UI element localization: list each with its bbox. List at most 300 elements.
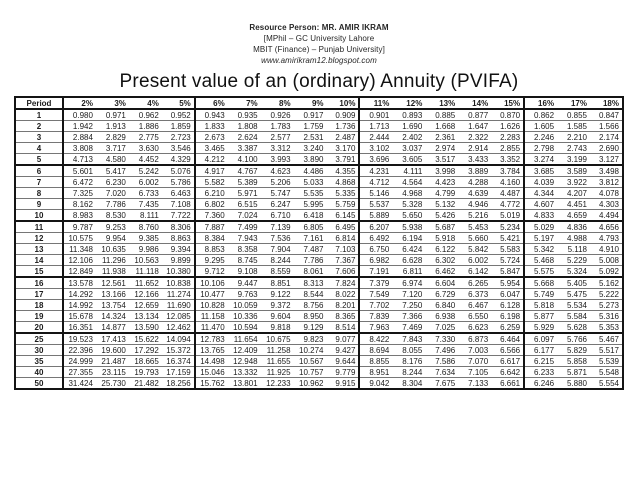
pvifa-value-cell: 9.129 <box>294 322 327 334</box>
pvifa-value-cell: 2.246 <box>524 132 557 143</box>
pvifa-value-cell: 0.877 <box>458 109 491 121</box>
pvifa-value-cell: 15.762 <box>195 378 228 390</box>
pvifa-value-cell: 11.258 <box>261 345 294 356</box>
pvifa-value-cell: 8.760 <box>129 221 162 233</box>
pvifa-value-cell: 5.829 <box>557 345 590 356</box>
pvifa-value-cell: 5.842 <box>458 244 491 255</box>
pvifa-value-cell: 5.342 <box>524 244 557 255</box>
pvifa-value-cell: 12.561 <box>96 277 129 289</box>
rate-column-header: 15% <box>491 97 524 109</box>
pvifa-value-cell: 5.076 <box>162 165 195 177</box>
pvifa-value-cell: 23.115 <box>96 367 129 378</box>
period-cell: 3 <box>15 132 63 143</box>
pvifa-value-cell: 5.818 <box>524 300 557 311</box>
pvifa-value-cell: 19.793 <box>129 367 162 378</box>
pvifa-value-cell: 9.644 <box>327 356 360 367</box>
pvifa-value-cell: 8.422 <box>359 333 392 345</box>
pvifa-value-cell: 13.166 <box>96 289 129 300</box>
pvifa-value-cell: 9.372 <box>261 300 294 311</box>
rate-column-header: 3% <box>96 97 129 109</box>
pvifa-value-cell: 6.128 <box>491 300 524 311</box>
rate-column-header: 6% <box>195 97 228 109</box>
period-cell: 13 <box>15 244 63 255</box>
table-row <box>15 154 623 166</box>
pvifa-value-cell: 12.948 <box>228 356 261 367</box>
pvifa-value-cell: 6.710 <box>261 210 294 222</box>
pvifa-value-cell: 7.786 <box>294 255 327 266</box>
pvifa-value-cell: 7.435 <box>129 199 162 210</box>
pvifa-value-cell: 1.942 <box>63 121 96 132</box>
rate-column-header: 10% <box>327 97 360 109</box>
pvifa-value-cell: 6.207 <box>359 221 392 233</box>
pvifa-value-cell: 4.659 <box>557 210 590 222</box>
pvifa-value-cell: 3.889 <box>458 165 491 177</box>
rate-column-header: 2% <box>63 97 96 109</box>
pvifa-value-cell: 5.583 <box>491 244 524 255</box>
pvifa-value-cell: 11.655 <box>261 356 294 367</box>
resource-person-name: Resource Person: MR. AMIR IKRAM <box>249 23 389 32</box>
pvifa-value-cell: 5.216 <box>458 210 491 222</box>
pvifa-value-cell: 8.365 <box>327 311 360 322</box>
pvifa-value-cell: 5.537 <box>359 199 392 210</box>
pvifa-value-cell: 4.288 <box>458 177 491 188</box>
pvifa-value-cell: 5.162 <box>590 277 623 289</box>
pvifa-value-cell: 5.889 <box>359 210 392 222</box>
table-row <box>15 300 623 311</box>
pvifa-value-cell: 5.938 <box>392 221 425 233</box>
pvifa-value-cell: 2.855 <box>491 143 524 154</box>
table-row <box>15 289 623 300</box>
pvifa-value-cell: 0.943 <box>195 109 228 121</box>
pvifa-value-cell: 9.427 <box>327 345 360 356</box>
pvifa-value-cell: 5.786 <box>162 177 195 188</box>
pvifa-value-cell: 6.145 <box>327 210 360 222</box>
pvifa-value-cell: 5.092 <box>590 266 623 278</box>
pvifa-value-cell: 2.577 <box>261 132 294 143</box>
pvifa-value-cell: 10.635 <box>96 244 129 255</box>
pvifa-value-cell: 4.451 <box>557 199 590 210</box>
pvifa-value-cell: 5.316 <box>590 311 623 322</box>
pvifa-value-cell: 13.801 <box>228 378 261 390</box>
table-row <box>15 367 623 378</box>
pvifa-value-cell: 3.465 <box>195 143 228 154</box>
rate-column-header: 9% <box>294 97 327 109</box>
pvifa-value-cell: 4.833 <box>524 210 557 222</box>
table-row <box>15 333 623 345</box>
pvifa-value-cell: 6.373 <box>458 289 491 300</box>
pvifa-value-cell: 6.472 <box>63 177 96 188</box>
pvifa-value-cell: 7.003 <box>458 345 491 356</box>
pvifa-value-cell: 3.127 <box>590 154 623 166</box>
pvifa-value-cell: 5.273 <box>590 300 623 311</box>
pvifa-value-cell: 2.322 <box>458 132 491 143</box>
pvifa-value-cell: 7.024 <box>228 210 261 222</box>
rate-column-header: 5% <box>162 97 195 109</box>
pvifa-value-cell: 3.808 <box>63 143 96 154</box>
pvifa-value-cell: 4.494 <box>590 210 623 222</box>
pvifa-value-cell: 5.019 <box>491 210 524 222</box>
pvifa-value-cell: 3.102 <box>359 143 392 154</box>
pvifa-value-cell: 6.230 <box>96 177 129 188</box>
pvifa-value-cell: 6.210 <box>195 188 228 199</box>
pvifa-value-cell: 4.329 <box>162 154 195 166</box>
pvifa-value-cell: 8.313 <box>294 277 327 289</box>
table-header-row <box>15 97 623 109</box>
pvifa-value-cell: 8.061 <box>294 266 327 278</box>
pvifa-value-cell: 5.421 <box>491 233 524 244</box>
period-cell: 18 <box>15 300 63 311</box>
pvifa-value-cell: 14.292 <box>63 289 96 300</box>
pvifa-value-cell: 1.605 <box>524 121 557 132</box>
pvifa-value-cell: 5.871 <box>557 367 590 378</box>
pvifa-value-cell: 0.901 <box>359 109 392 121</box>
pvifa-value-cell: 7.887 <box>195 221 228 233</box>
pvifa-value-cell: 10.838 <box>162 277 195 289</box>
pvifa-value-cell: 6.729 <box>425 289 458 300</box>
pvifa-value-cell: 8.559 <box>261 266 294 278</box>
period-cell: 9 <box>15 199 63 210</box>
pvifa-value-cell: 7.108 <box>162 199 195 210</box>
period-cell: 12 <box>15 233 63 244</box>
pvifa-value-cell: 21.487 <box>96 356 129 367</box>
pvifa-value-cell: 9.986 <box>129 244 162 255</box>
pvifa-value-cell: 7.020 <box>96 188 129 199</box>
pvifa-value-cell: 5.426 <box>425 210 458 222</box>
pvifa-value-cell: 5.759 <box>327 199 360 210</box>
period-cell: 19 <box>15 311 63 322</box>
pvifa-value-cell: 24.999 <box>63 356 96 367</box>
pvifa-value-cell: 4.039 <box>524 177 557 188</box>
pvifa-value-cell: 5.660 <box>458 233 491 244</box>
table-row <box>15 199 623 210</box>
pvifa-value-cell: 9.823 <box>294 333 327 345</box>
pvifa-value-cell: 2.624 <box>228 132 261 143</box>
pvifa-value-cell: 4.355 <box>327 165 360 177</box>
pvifa-value-cell: 13.590 <box>129 322 162 334</box>
pvifa-value-cell: 12.462 <box>162 322 195 334</box>
pvifa-value-cell: 19.523 <box>63 333 96 345</box>
pvifa-value-cell: 0.971 <box>96 109 129 121</box>
pvifa-value-cell: 5.118 <box>557 244 590 255</box>
pvifa-value-cell: 4.910 <box>590 244 623 255</box>
pvifa-value-cell: 4.656 <box>590 221 623 233</box>
pvifa-value-cell: 2.210 <box>557 132 590 143</box>
pvifa-value-cell: 11.348 <box>63 244 96 255</box>
pvifa-value-cell: 5.554 <box>590 378 623 390</box>
pvifa-value-cell: 6.464 <box>491 333 524 345</box>
pvifa-value-cell: 25.730 <box>96 378 129 390</box>
pvifa-value-cell: 2.444 <box>359 132 392 143</box>
pvifa-value-cell: 0.952 <box>162 109 195 121</box>
pvifa-value-cell: 5.453 <box>458 221 491 233</box>
pvifa-value-cell: 2.361 <box>425 132 458 143</box>
pvifa-value-cell: 9.899 <box>162 255 195 266</box>
pvifa-value-cell: 9.385 <box>129 233 162 244</box>
pvifa-value-cell: 0.870 <box>491 109 524 121</box>
pvifa-value-cell: 4.486 <box>294 165 327 177</box>
pvifa-value-cell: 3.199 <box>557 154 590 166</box>
pvifa-value-cell: 17.292 <box>129 345 162 356</box>
pvifa-value-cell: 11.654 <box>228 333 261 345</box>
pvifa-value-cell: 10.675 <box>261 333 294 345</box>
resource-person-block <box>0 0 638 66</box>
pvifa-value-cell: 8.162 <box>63 199 96 210</box>
pvifa-value-cell: 6.047 <box>491 289 524 300</box>
pvifa-value-cell: 9.712 <box>195 266 228 278</box>
pvifa-value-cell: 8.244 <box>261 255 294 266</box>
pvifa-value-cell: 7.366 <box>392 311 425 322</box>
pvifa-value-cell: 6.733 <box>129 188 162 199</box>
pvifa-value-cell: 6.642 <box>491 367 524 378</box>
pvifa-value-cell: 2.690 <box>590 143 623 154</box>
pvifa-value-cell: 7.586 <box>425 356 458 367</box>
pvifa-value-cell: 3.240 <box>294 143 327 154</box>
pvifa-value-cell: 3.352 <box>491 154 524 166</box>
pvifa-value-cell: 5.534 <box>557 300 590 311</box>
pvifa-value-cell: 7.702 <box>359 300 392 311</box>
pvifa-value-cell: 4.836 <box>557 221 590 233</box>
page-title: Present value of an (ordinary) Annuity (PVIFA) <box>119 71 519 92</box>
pvifa-value-cell: 1.886 <box>129 121 162 132</box>
pvifa-value-cell: 4.712 <box>359 177 392 188</box>
pvifa-value-cell: 5.029 <box>524 221 557 233</box>
pvifa-value-cell: 7.496 <box>425 345 458 356</box>
pvifa-value-cell: 9.108 <box>228 266 261 278</box>
pvifa-value-cell: 1.736 <box>327 121 360 132</box>
pvifa-value-cell: 8.306 <box>162 221 195 233</box>
pvifa-value-cell: 6.463 <box>162 188 195 199</box>
pvifa-value-cell: 5.389 <box>228 177 261 188</box>
pvifa-value-cell: 5.197 <box>524 233 557 244</box>
pvifa-value-cell: 5.475 <box>557 289 590 300</box>
pvifa-value-cell: 6.142 <box>458 266 491 278</box>
pvifa-value-cell: 7.325 <box>63 188 96 199</box>
pvifa-value-cell: 5.747 <box>261 188 294 199</box>
period-cell: 6 <box>15 165 63 177</box>
resource-credential-line-2: MBIT (Finance) – Punjab University] <box>253 45 385 54</box>
pvifa-value-cell: 3.922 <box>557 177 590 188</box>
pvifa-value-cell: 4.160 <box>491 177 524 188</box>
pvifa-value-cell: 11.938 <box>96 266 129 278</box>
pvifa-value-cell: 3.589 <box>557 165 590 177</box>
period-cell: 10 <box>15 210 63 222</box>
period-cell: 40 <box>15 367 63 378</box>
pvifa-value-cell: 16.374 <box>162 356 195 367</box>
pvifa-value-cell: 9.915 <box>327 378 360 390</box>
pvifa-value-cell: 2.723 <box>162 132 195 143</box>
pvifa-value-cell: 7.824 <box>327 277 360 289</box>
pvifa-value-cell: 6.424 <box>392 244 425 255</box>
pvifa-value-cell: 11.158 <box>195 311 228 322</box>
pvifa-value-cell: 7.139 <box>261 221 294 233</box>
pvifa-value-cell: 5.229 <box>557 255 590 266</box>
pvifa-value-cell: 13.765 <box>195 345 228 356</box>
pvifa-value-cell: 5.877 <box>524 311 557 322</box>
pvifa-value-cell: 7.469 <box>392 322 425 334</box>
pvifa-value-cell: 8.853 <box>195 244 228 255</box>
pvifa-value-cell: 8.514 <box>327 322 360 334</box>
rate-column-header: 16% <box>524 97 557 109</box>
pvifa-value-cell: 12.409 <box>228 345 261 356</box>
pvifa-value-cell: 5.467 <box>590 333 623 345</box>
pvifa-value-cell: 3.812 <box>590 177 623 188</box>
pvifa-value-cell: 7.133 <box>458 378 491 390</box>
pvifa-value-cell: 3.685 <box>524 165 557 177</box>
pvifa-value-cell: 3.717 <box>96 143 129 154</box>
pvifa-table <box>14 96 624 390</box>
pvifa-value-cell: 12.659 <box>129 300 162 311</box>
pvifa-value-cell: 0.893 <box>392 109 425 121</box>
pvifa-value-cell: 0.980 <box>63 109 96 121</box>
pvifa-value-cell: 2.775 <box>129 132 162 143</box>
pvifa-value-cell: 4.868 <box>327 177 360 188</box>
period-cell: 50 <box>15 378 63 390</box>
pvifa-value-cell: 4.580 <box>96 154 129 166</box>
pvifa-value-cell: 4.767 <box>228 165 261 177</box>
period-cell: 17 <box>15 289 63 300</box>
table-row <box>15 277 623 289</box>
pvifa-value-cell: 6.840 <box>425 300 458 311</box>
pvifa-value-cell: 6.177 <box>524 345 557 356</box>
rate-column-header: 18% <box>590 97 623 109</box>
pvifa-value-cell: 6.661 <box>491 378 524 390</box>
pvifa-value-cell: 6.805 <box>294 221 327 233</box>
pvifa-value-cell: 17.159 <box>162 367 195 378</box>
pvifa-value-cell: 5.995 <box>294 199 327 210</box>
pvifa-value-cell: 13.134 <box>129 311 162 322</box>
pvifa-value-cell: 1.626 <box>491 121 524 132</box>
pvifa-value-cell: 10.336 <box>228 311 261 322</box>
pvifa-value-cell: 0.885 <box>425 109 458 121</box>
pvifa-value-cell: 2.829 <box>96 132 129 143</box>
pvifa-value-cell: 2.487 <box>327 132 360 143</box>
pvifa-value-cell: 5.033 <box>294 177 327 188</box>
pvifa-value-cell: 7.070 <box>458 356 491 367</box>
pvifa-value-cell: 8.951 <box>359 367 392 378</box>
pvifa-value-cell: 5.517 <box>590 345 623 356</box>
pvifa-value-cell: 3.433 <box>458 154 491 166</box>
pvifa-value-cell: 6.604 <box>425 277 458 289</box>
pvifa-value-cell: 5.724 <box>491 255 524 266</box>
pvifa-value-cell: 12.106 <box>63 255 96 266</box>
pvifa-value-cell: 8.244 <box>392 367 425 378</box>
pvifa-value-cell: 6.750 <box>359 244 392 255</box>
pvifa-value-cell: 5.858 <box>557 356 590 367</box>
table-row <box>15 177 623 188</box>
pvifa-value-cell: 5.405 <box>557 277 590 289</box>
pvifa-value-cell: 6.302 <box>425 255 458 266</box>
period-cell: 15 <box>15 266 63 278</box>
pvifa-value-cell: 4.564 <box>392 177 425 188</box>
pvifa-value-cell: 10.274 <box>294 345 327 356</box>
pvifa-value-cell: 7.634 <box>425 367 458 378</box>
pvifa-value-cell: 7.250 <box>392 300 425 311</box>
pvifa-value-cell: 6.617 <box>491 356 524 367</box>
pvifa-value-cell: 15.372 <box>162 345 195 356</box>
pvifa-value-cell: 4.452 <box>129 154 162 166</box>
pvifa-value-cell: 4.423 <box>425 177 458 188</box>
pvifa-value-cell: 6.802 <box>195 199 228 210</box>
table-row <box>15 345 623 356</box>
pvifa-value-cell: 8.950 <box>294 311 327 322</box>
pvifa-value-cell: 3.993 <box>261 154 294 166</box>
resource-website-url: www.amirikram12.blogspot.com <box>261 56 377 65</box>
pvifa-value-cell: 13.578 <box>63 277 96 289</box>
pvifa-value-cell: 7.606 <box>327 266 360 278</box>
pvifa-value-cell: 5.880 <box>557 378 590 390</box>
pvifa-value-cell: 0.962 <box>129 109 162 121</box>
pvifa-value-cell: 6.002 <box>129 177 162 188</box>
pvifa-value-cell: 5.628 <box>557 322 590 334</box>
pvifa-value-cell: 1.585 <box>557 121 590 132</box>
pvifa-value-cell: 1.833 <box>195 121 228 132</box>
pvifa-value-cell: 7.722 <box>162 210 195 222</box>
pvifa-value-cell: 6.265 <box>458 277 491 289</box>
pvifa-value-cell: 22.396 <box>63 345 96 356</box>
pvifa-value-cell: 14.498 <box>195 356 228 367</box>
pvifa-value-cell: 7.330 <box>425 333 458 345</box>
pvifa-value-cell: 5.132 <box>425 199 458 210</box>
pvifa-value-cell: 5.353 <box>590 322 623 334</box>
pvifa-value-cell: 5.324 <box>557 266 590 278</box>
pvifa-value-cell: 5.146 <box>359 188 392 199</box>
pvifa-value-cell: 7.499 <box>228 221 261 233</box>
pvifa-value-cell: 7.360 <box>195 210 228 222</box>
pvifa-value-cell: 6.628 <box>392 255 425 266</box>
pvifa-value-cell: 2.402 <box>392 132 425 143</box>
period-cell: 16 <box>15 277 63 289</box>
pvifa-value-cell: 3.387 <box>228 143 261 154</box>
pvifa-value-cell: 21.482 <box>129 378 162 390</box>
pvifa-value-cell: 8.530 <box>96 210 129 222</box>
pvifa-value-cell: 6.492 <box>359 233 392 244</box>
pvifa-value-cell: 5.650 <box>392 210 425 222</box>
pvifa-value-cell: 12.166 <box>129 289 162 300</box>
pvifa-value-cell: 1.859 <box>162 121 195 132</box>
pvifa-value-cell: 5.234 <box>491 221 524 233</box>
pvifa-value-cell: 5.918 <box>425 233 458 244</box>
period-cell: 20 <box>15 322 63 334</box>
pvifa-value-cell: 14.877 <box>96 322 129 334</box>
rate-column-header: 12% <box>392 97 425 109</box>
table-row <box>15 378 623 390</box>
pvifa-value-cell: 2.283 <box>491 132 524 143</box>
pvifa-value-cell: 3.170 <box>327 143 360 154</box>
pvifa-value-cell: 10.567 <box>294 356 327 367</box>
pvifa-value-cell: 6.247 <box>261 199 294 210</box>
pvifa-value-cell: 7.675 <box>425 378 458 390</box>
pvifa-value-cell: 7.191 <box>359 266 392 278</box>
pvifa-value-cell: 2.673 <box>195 132 228 143</box>
table-row <box>15 143 623 154</box>
table-row <box>15 221 623 233</box>
pvifa-value-cell: 1.690 <box>392 121 425 132</box>
pvifa-value-cell: 4.111 <box>392 165 425 177</box>
pvifa-value-cell: 4.917 <box>195 165 228 177</box>
table-row <box>15 266 623 278</box>
pvifa-value-cell: 3.791 <box>327 154 360 166</box>
pvifa-value-cell: 6.550 <box>458 311 491 322</box>
table-row <box>15 188 623 199</box>
pvifa-value-cell: 10.477 <box>195 289 228 300</box>
pvifa-value-cell: 8.201 <box>327 300 360 311</box>
pvifa-value-cell: 9.394 <box>162 244 195 255</box>
pvifa-value-cell: 8.384 <box>195 233 228 244</box>
pvifa-value-cell: 4.100 <box>228 154 261 166</box>
pvifa-value-cell: 6.097 <box>524 333 557 345</box>
pvifa-value-cell: 5.222 <box>590 289 623 300</box>
pvifa-value-cell: 4.344 <box>524 188 557 199</box>
